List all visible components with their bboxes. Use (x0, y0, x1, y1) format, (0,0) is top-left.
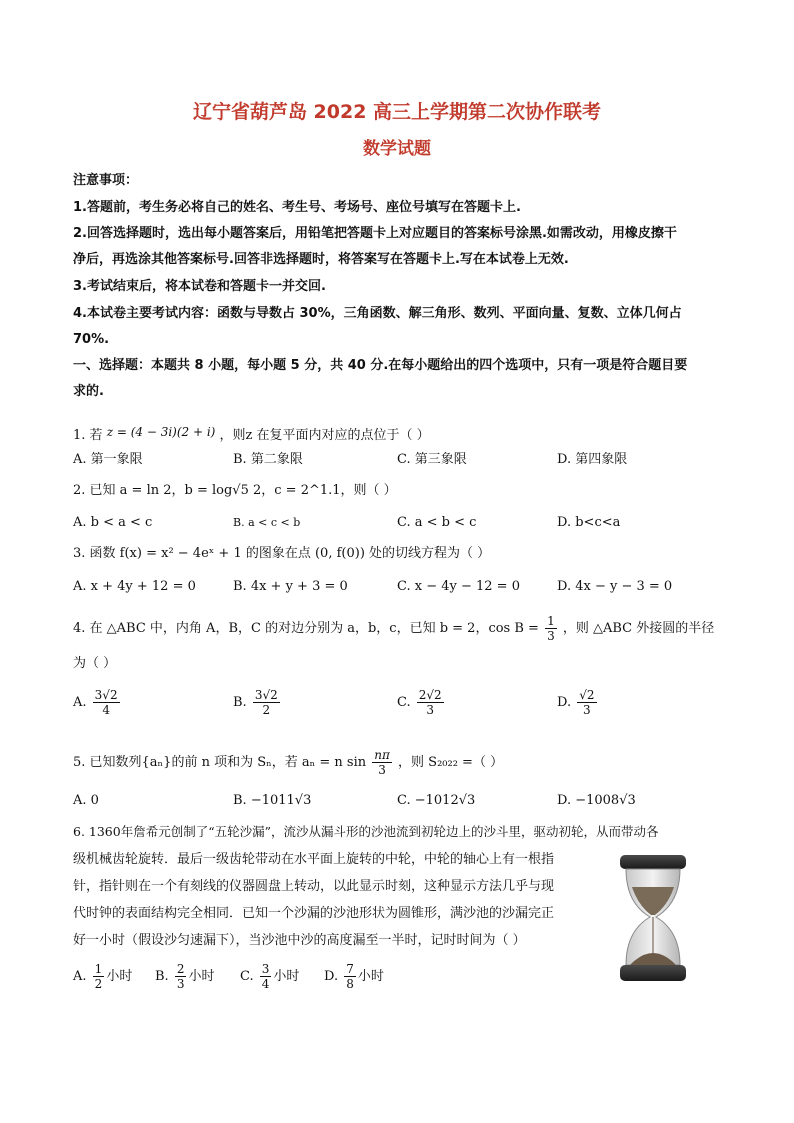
q6-c-unit: 小时 (273, 969, 300, 984)
q4-d-label: D. (557, 695, 572, 710)
question-5 (73, 748, 723, 777)
q6-line5: 好一小时（假设沙匀速漏下），当沙池中沙的高度漏至一半时，记时时间为（ ） (73, 933, 526, 948)
q4-a-denominator: 4 (102, 703, 110, 717)
q6-line4: 代时钟的表面结构完全相同．已知一个沙漏的沙池形状为圆锥形，满沙池的沙漏完正 (73, 906, 555, 921)
q5-option-b[interactable]: B. −1011√3 (233, 793, 312, 808)
q6-d-numerator: 7 (346, 962, 354, 976)
q4-c-denominator: 3 (426, 703, 435, 717)
q6-line3: 针，指针则在一个有刻线的仪器圆盘上转动，以此显示时刻，这种显示方法几乎与现 (73, 879, 555, 894)
q4-fraction-numerator: 1 (547, 614, 555, 628)
section-heading-line1: 一、选择题：本题共 8 小题，每小题 5 分，共 40 分.在每小题给出的四个选项中，只有一项是符合题目要 (73, 358, 688, 373)
q6-d-fraction (344, 962, 356, 991)
q2-option-c[interactable]: C. a < b < c (397, 515, 477, 530)
q6-a-unit: 小时 (106, 969, 133, 984)
question-1 (73, 422, 723, 446)
q4-suffix: ，则 △ABC 外接圆的半径 (562, 621, 715, 636)
q6-d-label: D. (324, 969, 339, 984)
q2-option-d[interactable]: D. b<c<a (557, 515, 621, 530)
q4-a-fraction (93, 688, 120, 717)
q5-option-c[interactable]: C. −1012√3 (397, 793, 476, 808)
q4-d-numerator: √2 (579, 688, 595, 702)
q6-b-label: B. (155, 969, 169, 984)
q4-c-label: C. (397, 695, 411, 710)
q5-suffix: ，则 S₂₀₂₂ =（ ） (398, 755, 504, 770)
q6-a-denominator: 2 (94, 977, 103, 991)
q5-option-d[interactable]: D. −1008√3 (557, 793, 636, 808)
q6-b-fraction (175, 962, 187, 991)
q4-b-label: B. (233, 695, 247, 710)
q6-line1: 6. 1360年詹希元创制了“五轮沙漏”，流沙从漏斗形的沙池流到初轮边上的沙斗里，驱动初轮，从而带动各 (73, 824, 659, 839)
note-3: 3.考试结束后，将本试卷和答题卡一并交回. (73, 279, 326, 294)
q4-prefix: 4. 在 △ABC 中，内角 A，B，C 的对边分别为 a，b，c，已知 b = 2，cos B = (73, 621, 539, 636)
q5-fraction-numerator: nπ (374, 748, 390, 762)
question-4 (73, 614, 723, 643)
q4-line2: 为（ ） (73, 656, 117, 671)
q4-option-d[interactable] (557, 688, 599, 717)
q1-prefix: 1. 若 (73, 428, 103, 443)
q1-option-d[interactable]: D. 第四象限 (557, 452, 628, 467)
q1-expression: z = (4 − 3i)(2 + i) (106, 425, 216, 439)
q6-option-c[interactable] (240, 962, 299, 991)
q6-a-fraction (93, 962, 105, 991)
q4-d-fraction (577, 688, 596, 717)
section-heading-line2: 求的. (73, 384, 104, 399)
q4-d-denominator: 3 (583, 703, 591, 717)
notes-heading: 注意事项： (73, 173, 139, 188)
q6-b-denominator: 3 (176, 977, 185, 991)
exam-title: 辽宁省葫芦岛 2022 高三上学期第二次协作联考 (192, 101, 602, 123)
q4-fraction (545, 614, 557, 643)
note-1: 1.答题前，考生务必将自己的姓名、考生号、考场号、座位号填写在答题卡上. (73, 200, 521, 215)
q4-fraction-denominator: 3 (547, 629, 555, 643)
q4-c-fraction (417, 688, 444, 717)
q6-option-b[interactable] (155, 962, 214, 991)
q4-option-c[interactable] (397, 688, 446, 717)
q6-a-label: A. (73, 969, 87, 984)
note-2a: 2.回答选择题时，选出每小题答案后，用铅笔把答题卡上对应题目的答案标号涂黑.如需改动，用橡皮擦干 (73, 226, 677, 241)
q3-option-c[interactable]: C. x − 4y − 12 = 0 (397, 579, 520, 594)
q2-option-b[interactable]: B. a < c < b (233, 516, 301, 529)
q6-d-unit: 小时 (357, 969, 384, 984)
q3-option-d[interactable]: D. 4x − y − 3 = 0 (557, 579, 673, 594)
q6-c-fraction (260, 962, 272, 991)
q5-fraction (372, 748, 392, 777)
q4-a-numerator: 3√2 (94, 688, 118, 702)
q1-option-a[interactable]: A. 第一象限 (73, 452, 143, 467)
q3-option-b[interactable]: B. 4x + y + 3 = 0 (233, 579, 348, 594)
note-2b: 净后，再选涂其他答案标号.回答非选择题时，将答案写在答题卡上.写在本试卷上无效. (73, 252, 569, 267)
q6-c-numerator: 3 (261, 962, 270, 976)
q3-option-a[interactable]: A. x + 4y + 12 = 0 (73, 579, 196, 594)
hourglass-bottom-cap (620, 965, 686, 981)
note-4b: 70%. (73, 332, 110, 347)
q4-c-numerator: 2√2 (418, 688, 442, 702)
exam-subtitle: 数学试题 (363, 139, 431, 159)
q5-fraction-denominator: 3 (378, 763, 386, 777)
q6-line2: 级机械齿轮旋转．最后一级齿轮带动在水平面上旋转的中轮，中轮的轴心上有一根指 (73, 852, 555, 867)
hourglass-top-cap (620, 855, 686, 869)
q4-b-denominator: 2 (262, 703, 271, 717)
q6-option-a[interactable] (73, 962, 132, 991)
q6-b-numerator: 2 (176, 962, 185, 976)
note-4a: 4.本试卷主要考试内容：函数与导数占 30%，三角函数、解三角形、数列、平面向量、复数、立体几何占 (73, 306, 682, 321)
q4-b-numerator: 3√2 (254, 688, 278, 702)
q6-option-d[interactable] (324, 962, 384, 991)
q6-d-denominator: 8 (346, 977, 354, 991)
q1-suffix: ，则z 在复平面内对应的点位于（ ） (219, 428, 430, 443)
q5-option-a[interactable]: A. 0 (73, 793, 99, 808)
q4-option-b[interactable] (233, 688, 282, 717)
q4-option-a[interactable] (73, 688, 122, 717)
q1-option-b[interactable]: B. 第二象限 (233, 452, 303, 467)
hourglass-image (618, 853, 688, 983)
q6-c-denominator: 4 (261, 977, 270, 991)
q4-a-label: A. (73, 695, 87, 710)
q6-b-unit: 小时 (188, 969, 215, 984)
question-3: 3. 函数 f(x) = x² − 4eˣ + 1 的图象在点 (0, f(0)) 处的切线方程为（ ） (73, 546, 491, 561)
q6-a-numerator: 1 (94, 962, 103, 976)
q2-option-a[interactable]: A. b < a < c (73, 515, 153, 530)
question-2: 2. 已知 a = ln 2，b = log√5 2，c = 2^1.1，则（ ） (73, 483, 397, 498)
q6-c-label: C. (240, 969, 254, 984)
q5-prefix: 5. 已知数列{aₙ}的前 n 项和为 Sₙ，若 aₙ = n sin (73, 755, 367, 770)
q4-b-fraction (253, 688, 280, 717)
q1-option-c[interactable]: C. 第三象限 (397, 452, 467, 467)
